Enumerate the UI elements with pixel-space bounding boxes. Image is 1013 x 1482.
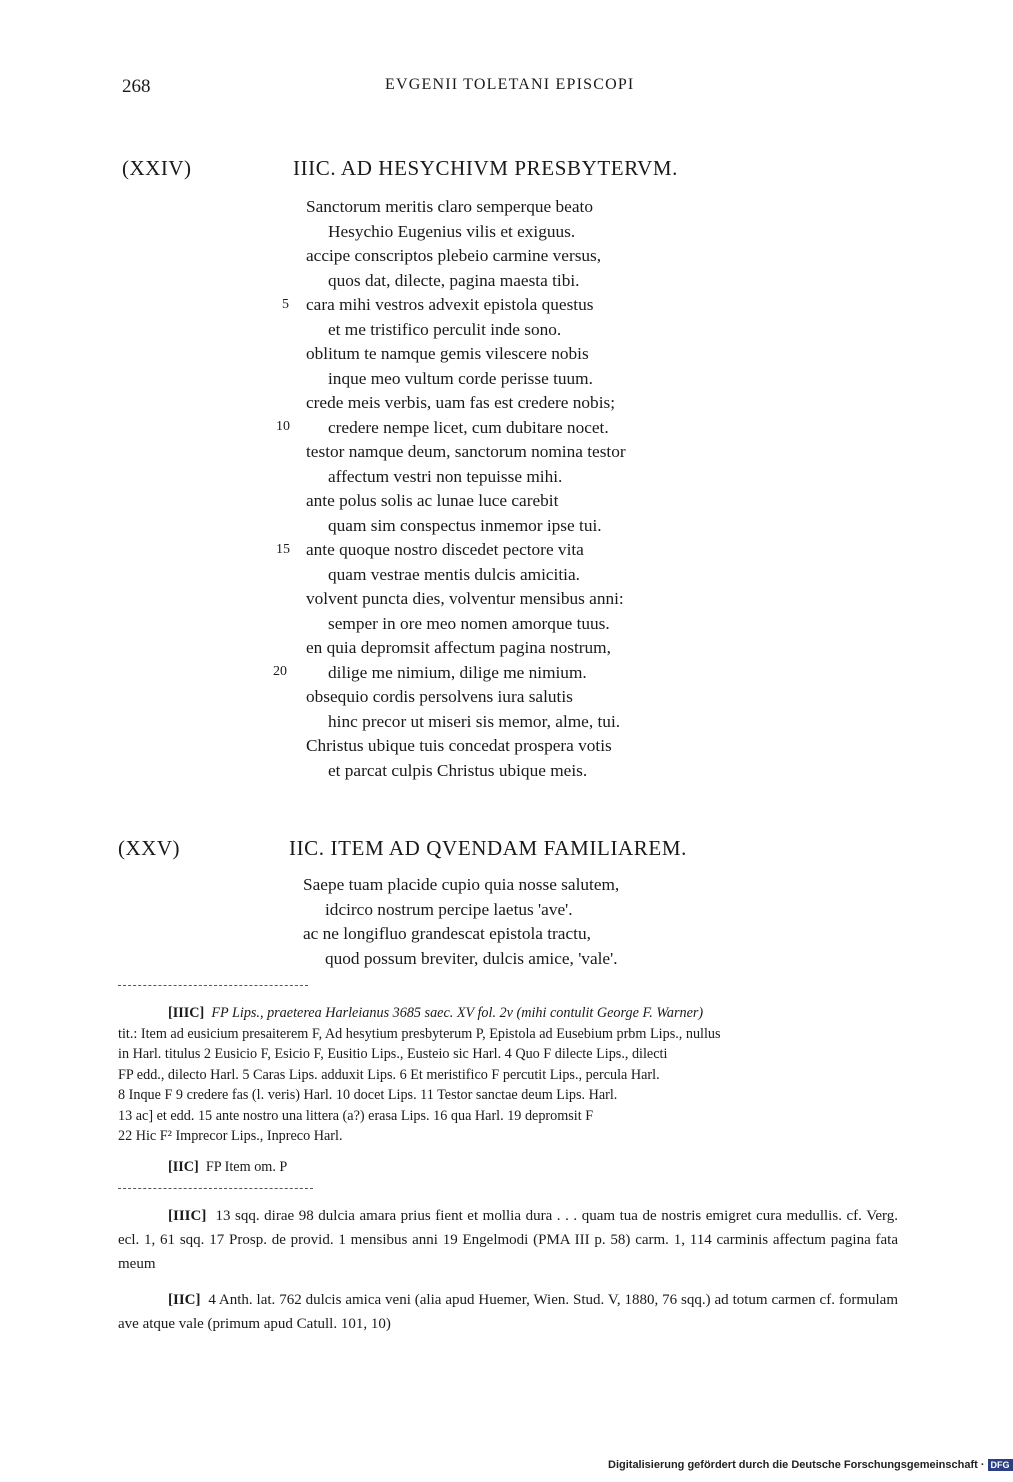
footer-text: Digitalisierung gefördert durch die Deutsche Forschungsgemeinschaft ·: [608, 1459, 985, 1471]
apparatus-line: 22 Hic F² Imprecor Lips., Inpreco Harl.: [118, 1128, 343, 1144]
apparatus-entry: [118, 1288, 898, 1336]
apparatus-text: FP Lips., praeterea Harleianus 3685 saec. XV fol. 2v (mihi contulit George F. Warner): [211, 1005, 704, 1021]
apparatus-line: 8 Inque F 9 credere fas (l. veris) Harl. 10 docet Lips. 11 Testor sanctae deum Lips. Harl.: [118, 1087, 618, 1103]
poem1-number: (XXIV): [122, 156, 192, 180]
verse-line: ante polus solis ac lunae luce carebit: [306, 491, 559, 510]
apparatus-line: [118, 1003, 902, 1024]
apparatus-criticus: [118, 1003, 902, 1177]
verse-line: affectum vestri non tepuisse mihi.: [328, 466, 563, 486]
siglum: [IIIC]: [168, 1005, 205, 1021]
dfg-logo: DFG: [988, 1459, 1013, 1471]
poem2-text: [303, 873, 619, 971]
verse-line: et me tristifico perculit inde sono.: [328, 319, 562, 339]
verse-line: et parcat culpis Christus ubique meis.: [328, 760, 588, 780]
verse-line: quod possum breviter, dulcis amice, 'vale'.: [325, 948, 618, 968]
siglum: [IIC]: [168, 1158, 199, 1175]
apparatus-line: FP edd., dilecto Harl. 5 Caras Lips. adduxit Lips. 6 Et meristifico F percutit Lips., percula Harl.: [118, 1066, 660, 1083]
verse-line: hinc precor ut miseri sis memor, alme, tui.: [328, 711, 621, 731]
separator-rule: [118, 1188, 313, 1189]
verse-line: testor namque deum, sanctorum nomina testor: [306, 442, 626, 461]
verse-line: dilige me nimium, dilige me nimium.: [328, 662, 587, 682]
verse-line: cara mihi vestros advexit epistola questus: [306, 295, 594, 314]
verse-line: Saepe tuam placide cupio quia nosse salutem,: [303, 875, 620, 894]
verse-line: semper in ore meo nomen amorque tuus.: [328, 613, 610, 633]
apparatus-text: FP Item om. P: [205, 1158, 288, 1175]
line-number: 15: [276, 542, 290, 557]
verse-line: en quia depromsit affectum pagina nostrum,: [306, 638, 611, 657]
verse-line: oblitum te namque gemis vilescere nobis: [306, 344, 589, 363]
poem2-number: (XXV): [118, 836, 180, 860]
siglum: [IIC]: [168, 1292, 201, 1308]
apparatus-line: [118, 1157, 902, 1178]
dfg-footer: [608, 1459, 1013, 1471]
verse-line: obsequio cordis persolvens iura salutis: [306, 687, 573, 706]
apparatus-line: 13 ac] et edd. 15 ante nostro una littera (a?) erasa Lips. 16 qua Harl. 19 depromsit F: [118, 1107, 594, 1124]
poem1-text: [306, 195, 626, 783]
verse-line: quos dat, dilecte, pagina maesta tibi.: [328, 270, 580, 290]
line-number: 10: [276, 419, 290, 434]
apparatus-text: 4 Anth. lat. 762 dulcis amica veni (alia apud Huemer, Wien. Stud. V, 1880, 76 sqq.) ad totum carmen cf. formulam ave atque vale (primum apud Catull. 101, 10): [118, 1292, 898, 1332]
verse-line: ante quoque nostro discedet pectore vita: [306, 540, 584, 559]
line-number: 20: [273, 664, 287, 679]
siglum: [IIIC]: [168, 1208, 207, 1224]
verse-line: credere nempe licet, cum dubitare nocet.: [328, 417, 609, 437]
verse-line: crede meis verbis, uam fas est credere nobis;: [306, 393, 616, 412]
apparatus-fontium: [118, 1204, 898, 1348]
poem1-title: IIIC. AD HESYCHIVM PRESBYTERVM.: [293, 156, 679, 180]
verse-line: quam sim conspectus inmemor ipse tui.: [328, 515, 602, 535]
running-title: EVGENII TOLETANI EPISCOPI: [385, 76, 635, 93]
verse-line: Sanctorum meritis claro semperque beato: [306, 197, 593, 216]
verse-line: quam vestrae mentis dulcis amicitia.: [328, 564, 580, 584]
separator-rule: [118, 985, 308, 986]
verse-line: Christus ubique tuis concedat prospera votis: [306, 736, 612, 755]
page-number: 268: [122, 76, 151, 97]
verse-line: inque meo vultum corde perisse tuum.: [328, 368, 593, 388]
apparatus-line: tit.: Item ad eusicium presaiterem F, Ad hesytium presbyterum P, Epistola ad Eusebium prbm Lips., nullus: [118, 1025, 721, 1042]
apparatus-line: in Harl. titulus 2 Eusicio F, Esicio F, Eusitio Lips., Eusteio sic Harl. 4 Quo F dilecte Lips., dilecti: [118, 1046, 668, 1062]
apparatus-text: 13 sqq. dirae 98 dulcia amara prius fient et mollia dura . . . quam tua de nostris emigret cura medullis. cf. Verg. ecl. 1, 61 sqq. 17 Prosp. de provid. 1 mensibus anni 19 Engelmodi (PMA III p. 58) carm. 1, 114 carminis affectum pagina fata meum: [118, 1208, 898, 1272]
line-number: 5: [282, 297, 289, 312]
poem2-title: IIC. ITEM AD QVENDAM FAMILIAREM.: [289, 836, 687, 860]
verse-line: accipe conscriptos plebeio carmine versus,: [306, 246, 602, 265]
verse-line: Hesychio Eugenius vilis et exiguus.: [328, 221, 576, 241]
verse-line: volvent puncta dies, volventur mensibus anni:: [306, 589, 624, 608]
verse-line: idcirco nostrum percipe laetus 'ave'.: [325, 899, 573, 919]
apparatus-entry: [118, 1204, 898, 1276]
verse-line: ac ne longifluo grandescat epistola tractu,: [303, 924, 591, 943]
